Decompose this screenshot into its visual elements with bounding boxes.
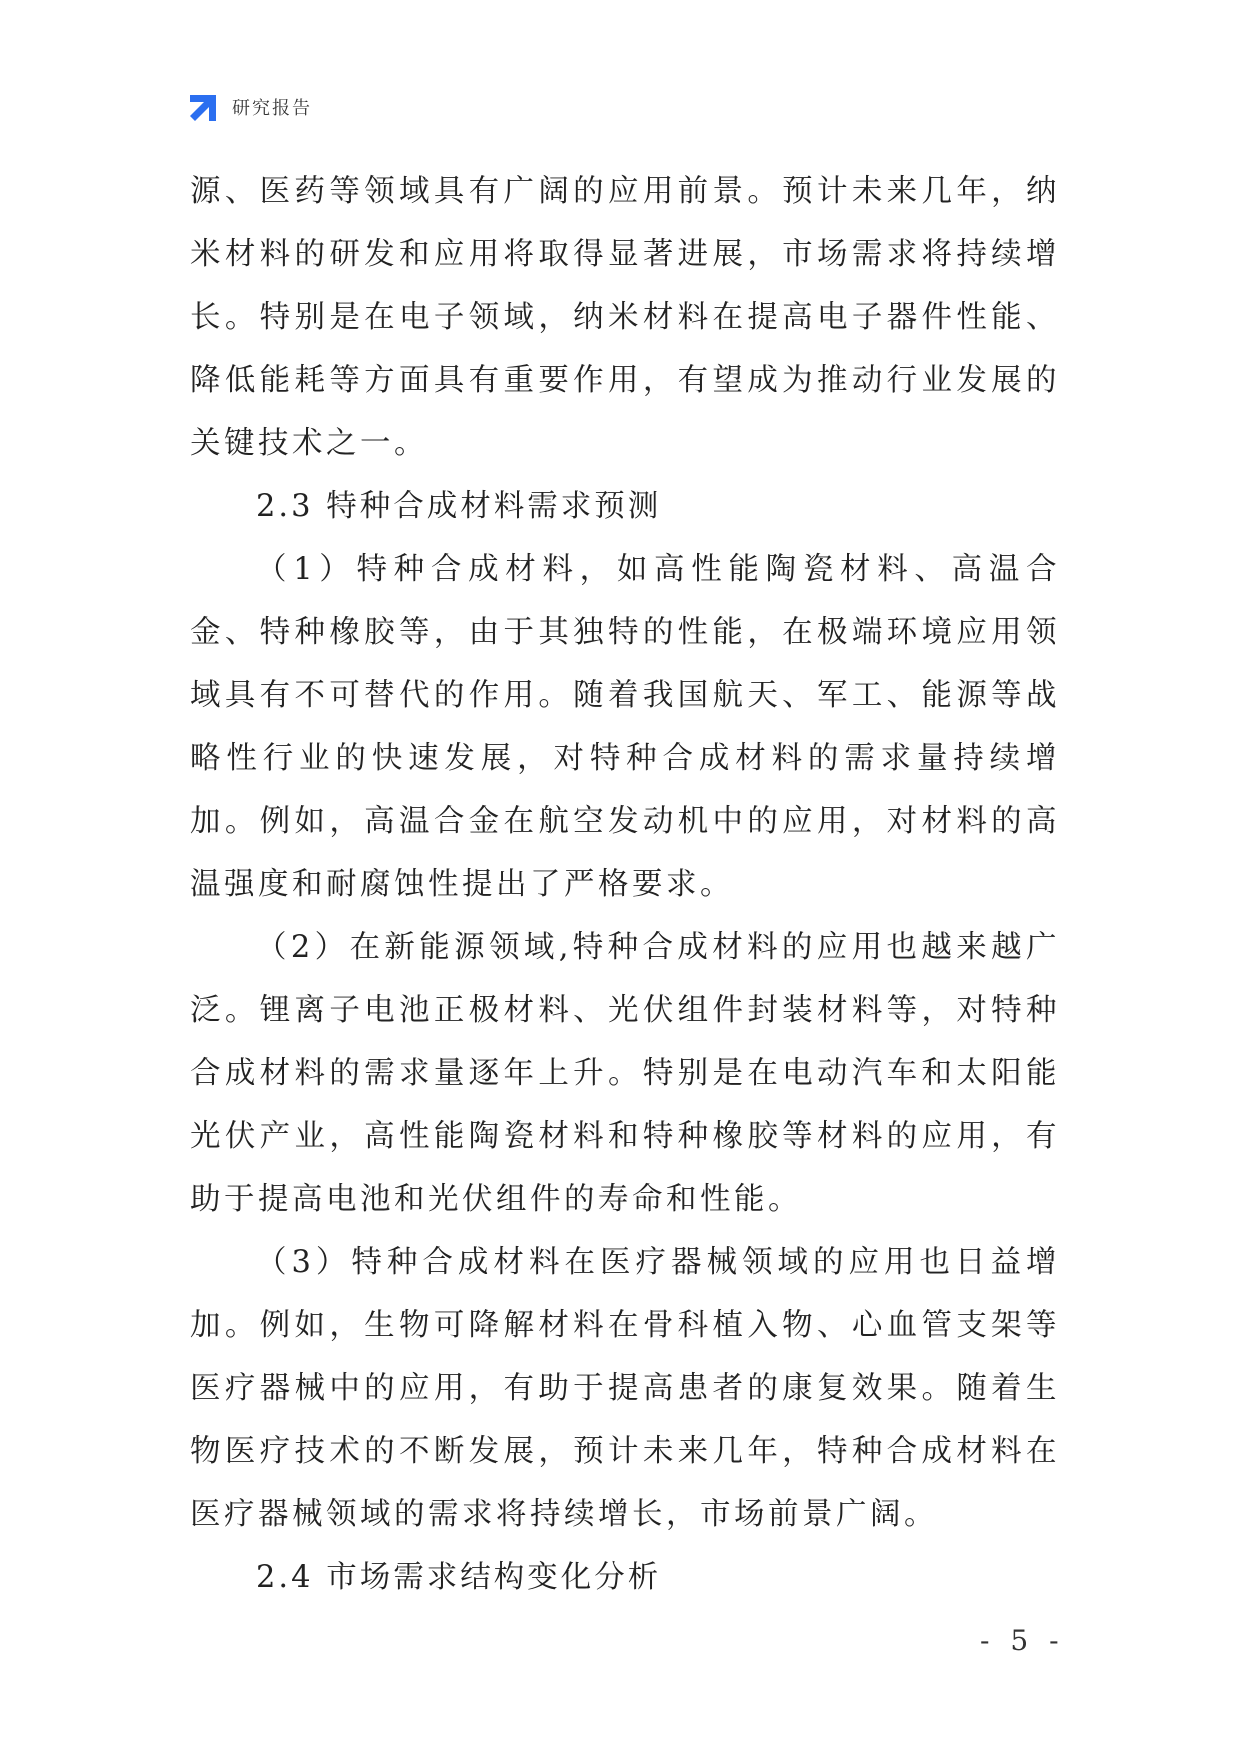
arrow-up-right-icon: [188, 91, 220, 123]
document-body: [190, 160, 1060, 1609]
paragraph-item-1: （1）特种合成材料，如高性能陶瓷材料、高温合金、特种橡胶等，由于其独特的性能，在极端环境应用领域具有不可替代的作用。随着我国航天、军工、能源等战略性行业的快速发展，对特种合成材料的需求量持续增加。例如，高温合金在航空发动机中的应用，对材料的高温强度和耐腐蚀性提出了严格要求。: [190, 552, 1060, 902]
section-heading-2-4: 2.4 市场需求结构变化分析: [256, 1560, 662, 1595]
paragraph-item-2: （2）在新能源领域,特种合成材料的应用也越来越广泛。锂离子电池正极材料、光伏组件封装材料等，对特种合成材料的需求量逐年上升。特别是在电动汽车和太阳能光伏产业，高性能陶瓷材料和特种橡胶等材料的应用，有助于提高电池和光伏组件的寿命和性能。: [190, 930, 1060, 1217]
page-number: - 5 -: [980, 1624, 1065, 1657]
section-heading-2-3: 2.3 特种合成材料需求预测: [256, 489, 662, 524]
report-header: [188, 90, 312, 124]
header-title: 研究报告: [232, 98, 312, 119]
paragraph-item-3: （3）特种合成材料在医疗器械领域的应用也日益增加。例如，生物可降解材料在骨科植入物、心血管支架等医疗器械中的应用，有助于提高患者的康复效果。随着生物医疗技术的不断发展，预计未来几年，特种合成材料在医疗器械领域的需求将持续增长，市场前景广阔。: [190, 1245, 1060, 1532]
paragraph-continued: 源、医药等领域具有广阔的应用前景。预计未来几年，纳米材料的研发和应用将取得显著进展，市场需求将持续增长。特别是在电子领域，纳米材料在提高电子器件性能、降低能耗等方面具有重要作用，有望成为推动行业发展的关键技术之一。: [190, 174, 1060, 461]
